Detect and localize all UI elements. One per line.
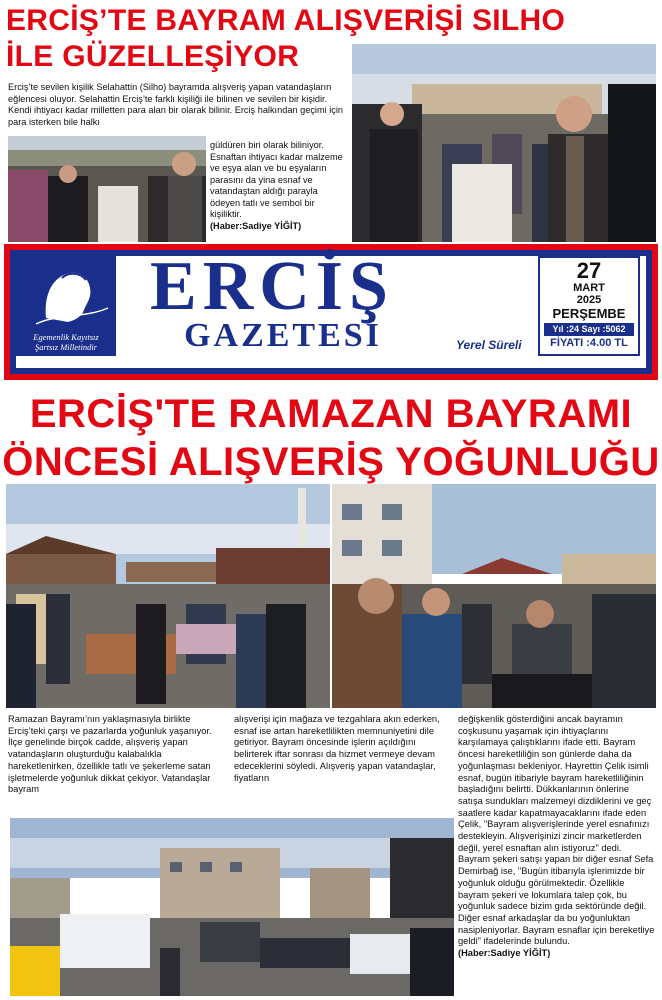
masthead-portrait-box: [16, 256, 116, 356]
main-col3-wrap: [458, 714, 656, 960]
date-box: [538, 256, 640, 356]
main-headline-line2: ÖNCESİ ALIŞVERİŞ YOĞUNLUĞU: [2, 440, 660, 484]
main-col3: değişkenlik gösterdiğini ancak bayramın coşkusunu yaşamak için ihtiyaçlarını karşılamaya çalıştıklarını ifade etti. Bayram öncesi hareketliliğin son günlerde daha da yoğunlaşması bekleniyor. Hayrettin Çelik isimli esnaf, bugün itibariyle bayram hareketliliğinin başladığını belirtti. Dükkanlarının önlerine satışa sundukları malzemeyi dizdiklerini ve geç saatlere kadar kapatmayacaklarını ifade eden Çelik, "Bayram alışverişlerinde yerel esnafınızı destekleyin. Alışverişinizi zincir marketlerden değil, yerel esnaftan alın istiyoruz" dedi. Bayram şekeri satışı yapan bir diğer esnaf Sefa Demirbağ ise, "Bugün itibarıyla işlerimizde bir yoğunluk olduğu görülmektedir. Özellikle bayram şekeri ve lokumlara talep çok, bu yoğunluk sadece bizim gıda sektöründe değil. Diğer esnaf arkadaşlar da bu yoğunluktan nasipleniyorlar. Bayram esnaflar için bereketliye geldi" ifadelerinde bulundu.: [458, 714, 655, 947]
date-day: 27: [576, 258, 602, 283]
photo-street-sellers: [332, 484, 656, 708]
top-headline: [6, 4, 656, 37]
main-byline: (Haber:Sadiye YİĞİT): [458, 948, 551, 959]
photo-market-square: [6, 484, 330, 708]
date-year: 2025: [576, 294, 602, 306]
main-col1: Ramazan Bayramı’nın yaklaşmasıyla birlikte Erciş’teki çarşı ve pazarlarda yoğunluk yaşanıyor. İlçe genelinde birçok cadde, alışveriş yapan vatandaşların oluşturduğu kalabalıkla hareketlenirken, özellikle tatlı ve şekerleme satan işletmelerde yoğunluk dikkat çekiyor. Vatandaşlar bayram: [8, 714, 212, 795]
ataturk-silhouette-icon: [16, 258, 116, 328]
masthead-tagline: [16, 332, 116, 352]
top-byline: (Haber:Sadiye YİĞİT): [210, 220, 302, 231]
top-intro: Erciş’te sevilen kişilik Selahattin (Silho) bayramda alışveriş yapan vatandaşların eğlencesi oluyor. Selahattin Erciş’te farklı kişiliği ile bilinen ve sevilen bir kişidir. Kendi ihtiyacı kadar milletten para alan bir olarak bilinir. Erciş halkından geçimi için para isterken bile halkı: [8, 82, 343, 127]
date-month: MART: [573, 282, 605, 294]
issue-number: Yıl :24 Sayı :5062: [544, 323, 634, 336]
masthead: [4, 244, 658, 380]
photo-silho-market: [8, 136, 206, 242]
top-headline-2: [6, 40, 351, 73]
top-headline-line2: İLE GÜZELLEŞİYOR: [6, 40, 300, 73]
masthead-subtitle: GAZETESİ: [184, 317, 382, 354]
date-weekday: PERŞEMBE: [552, 306, 626, 321]
top-side-paragraph: güldüren biri olarak biliniyor. Esnaftan ihtiyacı kadar malzeme ve eşya alan ve bu eşyaların parasını da yina esnaf ve vatandaştan aldığı parayla ödeyen tatlı ve sembol bir kişiliktir.: [210, 140, 343, 219]
main-headline-line1: ERCİŞ'TE RAMAZAN BAYRAMI: [29, 392, 633, 436]
top-side-text: [210, 140, 348, 232]
photo-silho-crowd: [352, 44, 656, 242]
tagline-line1: Egemenlik Kayıtsız: [33, 332, 99, 342]
masthead-local-label: Yerel Süreli: [456, 338, 522, 352]
top-headline-line1: ERCİŞ’TE BAYRAM ALIŞVERİŞİ SILHO: [6, 4, 566, 37]
tagline-line2: Şartsız Milletindir: [34, 342, 98, 352]
price: FİYATI :4.00 TL: [550, 337, 628, 349]
masthead-title: ERCİŞ: [150, 248, 394, 325]
main-col2: alışverişi için mağaza ve tezgahlara akın ederken, esnaf ise artan hareketlilikten memnuniyetini dile getiriyor. Bayram öncesinde işlerin açıldığını belirterek iftar sonrası da hizmet vermeye devam edeceklerini söyledi. Alışveriş yapan vatandaşlar, fiyatların: [234, 714, 440, 783]
photo-street-crowd: [10, 818, 454, 996]
